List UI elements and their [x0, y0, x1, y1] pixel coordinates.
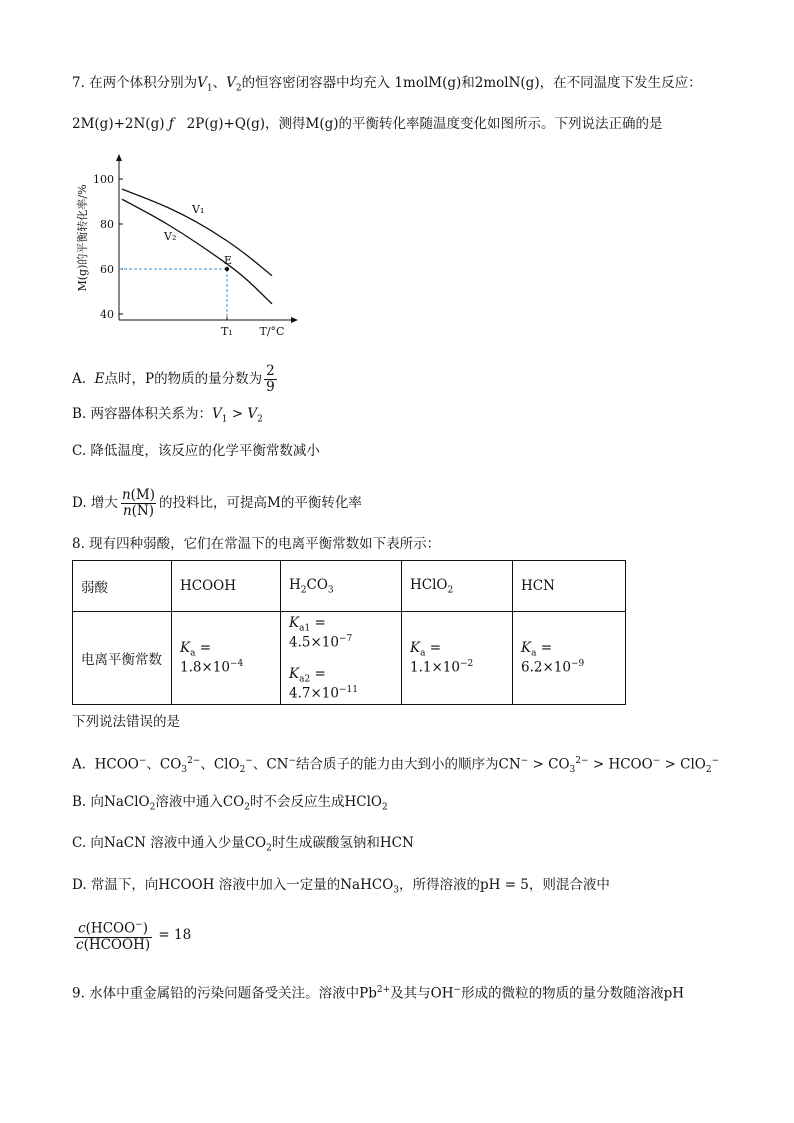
ka-h2co3-values: $K_{a1} = 4.5\times 10^{-7}$ $K_{a2} = 4.7\times 10^{-11}$	[281, 612, 402, 705]
ka-hcooh-value: $K_a = 1.8\times 10^{-4}$	[172, 612, 281, 705]
q8-option-d: D. 常温下，向HCOOH 溶液中加入一定量的NaHCO$_3$，所得溶液的pH = 5，则混合液中	[72, 877, 610, 896]
series-label-2: V₂	[164, 230, 177, 243]
q8-option-a: A. HCOO−、$CO_3^{2-}$、ClO$_2$−、CN−结合质子的能力由大到小的顺序为$CN^- > CO_3^{2-}$ > HCOO− > ClO$_2$−	[72, 756, 720, 776]
y-tick-label-60: 60	[100, 263, 114, 276]
ka-hcn-value: $K_a = 6.2\times 10^{-9}$	[513, 612, 626, 705]
ka-table-header-acid: 弱酸	[73, 561, 172, 612]
ka-table-header-hclo2: HClO$_2$	[402, 561, 513, 612]
ka-table-header-hcooh: HCOOH	[172, 561, 281, 612]
q8-option-d-expression: $\frac{c(HCOO^-)}{\text{c(HCOOH)}}$ = 18	[76, 920, 192, 953]
q7-option-c: C. 降低温度，该反应的化学平衡常数减小	[72, 443, 320, 459]
q7-conversion-chart	[72, 150, 312, 346]
ka-hclo2-value: $K_a = 1.1\times 10^{-2}$	[402, 612, 513, 705]
x-axis-label: T/°C	[259, 325, 285, 338]
ka-table-header-h2co3: $H_2CO_3$	[281, 561, 402, 612]
q7-stem-line2: 2M(g)+2N(g) ƒ 2P(g)+Q(g)，测得M(g)的平衡转化率随温度变化如图所示。下列说法正确的是	[72, 116, 663, 132]
ka-table-row-label: 电离平衡常数	[73, 612, 172, 705]
q8-stem: 8. 现有四种弱酸，它们在常温下的电离平衡常数如下表所示：	[72, 536, 441, 552]
q9-stem: 9. 水体中重金属铅的污染问题备受关注。溶液中$Pb^{2+}$及其与OH−形成的微粒的物质的量分数随溶液pH	[72, 985, 684, 1002]
q7-option-a: A. E点时，P的物质的量分数为 $\frac{2}{9}$	[72, 363, 275, 395]
q8-option-c: C. 向NaCN 溶液中通入少量$CO_2$时生成碳酸氢钠和HCN	[72, 835, 414, 854]
y-axis-label: M(g)的平衡转化率/%	[76, 184, 89, 292]
q7-stem-line1: 7. 在两个体积分别为$V_1$、$V_2$的恒容密闭容器中均充入 1molM(g)和2molN(g)，在不同温度下发生反应：	[72, 75, 702, 94]
point-e-label: E	[224, 254, 233, 267]
q8-option-b: B. 向NaClO$_2$溶液中通入$CO_2$时不会反应生成HClO$_2$	[72, 794, 388, 813]
q8-stem-2: 下列说法错误的是	[72, 714, 180, 730]
ka-table	[72, 560, 626, 705]
series-label-1: V₁	[192, 203, 205, 216]
q7-option-d: D. 增大 $\frac{n(M)}{n(N)}$ 的投料比，可提高M的平衡转化率	[72, 487, 362, 519]
x-tick-label-t1: T₁	[221, 325, 233, 338]
y-tick-label-40: 40	[100, 308, 114, 321]
x-axis-arrow	[291, 317, 298, 323]
point-e-marker	[225, 267, 229, 271]
y-axis-arrow	[116, 154, 122, 161]
y-tick-label-80: 80	[100, 218, 114, 231]
ka-table-header-hcn: HCN	[513, 561, 626, 612]
q7-option-b: B. 两容器体积关系为：$V_1 > V_2$	[72, 406, 263, 425]
y-tick-label-100: 100	[93, 173, 114, 186]
